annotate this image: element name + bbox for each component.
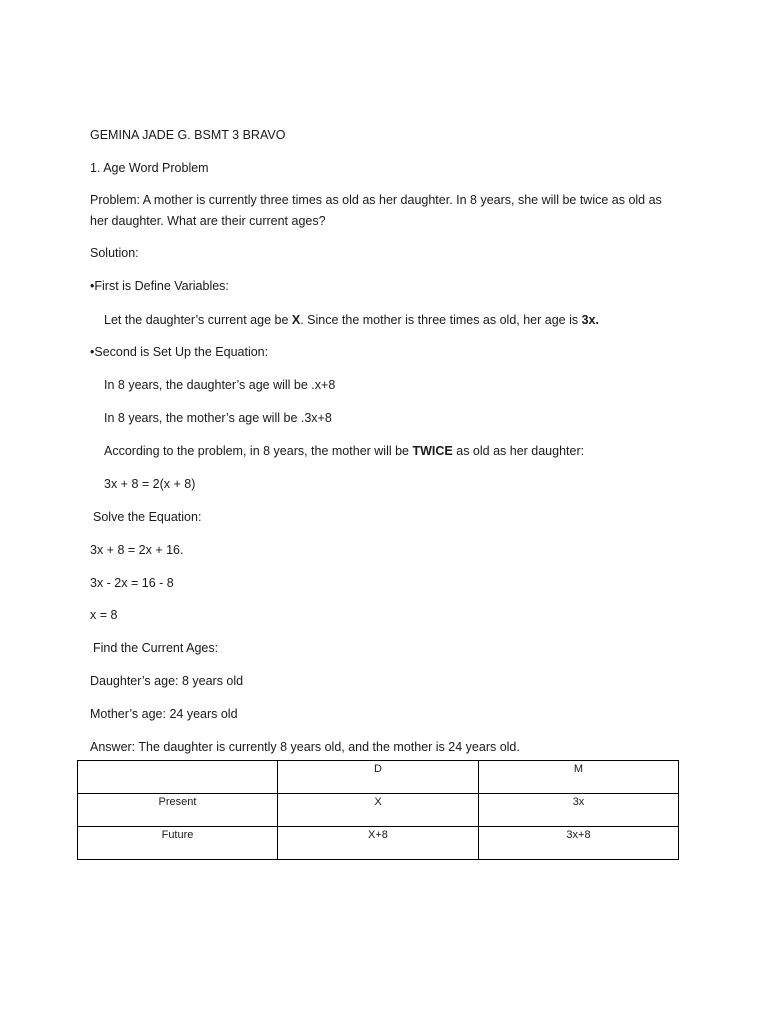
author-header: GEMINA JADE G. BSMT 3 BRAVO [90,128,286,142]
answer-statement: Answer: The daughter is currently 8 years old, and the mother is 24 years old. [90,740,520,754]
according-statement [104,441,584,462]
table-cell: 3x+8 [479,827,679,860]
table-cell: X [278,794,479,827]
problem-statement: Problem: A mother is currently three times as old as her daughter. In 8 years, she will be twice as old as her daughter. What are their current ages? [90,193,662,228]
step2-title: •Second is Set Up the Equation: [90,345,269,359]
table-cell: X+8 [278,827,479,860]
step1-text-mid: . Since the mother is three times as old, her age is [300,313,582,327]
table-header-cell: M [479,761,679,794]
table-row [78,794,679,827]
step1-var-3x: 3x. [581,313,599,327]
table-row [78,827,679,860]
table-cell: Future [78,827,278,860]
solve-title: Solve the Equation: [93,510,202,524]
solve-line-2: 3x - 2x = 16 - 8 [90,576,174,590]
according-post: as old as her daughter: [452,444,585,458]
step1-text [104,310,599,331]
section-title: 1. Age Word Problem [90,161,209,175]
table-cell: Present [78,794,278,827]
table-cell: 3x [479,794,679,827]
step1-text-pre: Let the daughter’s current age be [104,313,292,327]
daughter-future-age: In 8 years, the daughter’s age will be .x+8 [104,378,336,392]
step1-var-x: X [291,313,301,327]
mother-future-age: In 8 years, the mother’s age will be .3x+8 [104,411,332,425]
daughter-age: Daughter’s age: 8 years old [90,674,244,688]
according-bold: TWICE [412,444,453,458]
according-pre: According to the problem, in 8 years, the mother will be [104,444,413,458]
ages-title: Find the Current Ages: [93,641,219,655]
solution-label: Solution: [90,246,139,260]
solve-line-1: 3x + 8 = 2x + 16. [90,543,184,557]
age-table [77,760,679,860]
solve-line-3: x = 8 [90,608,118,622]
table-header-cell: D [278,761,479,794]
mother-age: Mother’s age: 24 years old [90,707,238,721]
table-header-cell [78,761,278,794]
equation: 3x + 8 = 2(x + 8) [104,477,196,491]
step1-title: •First is Define Variables: [90,279,229,293]
table-header-row [78,761,679,794]
